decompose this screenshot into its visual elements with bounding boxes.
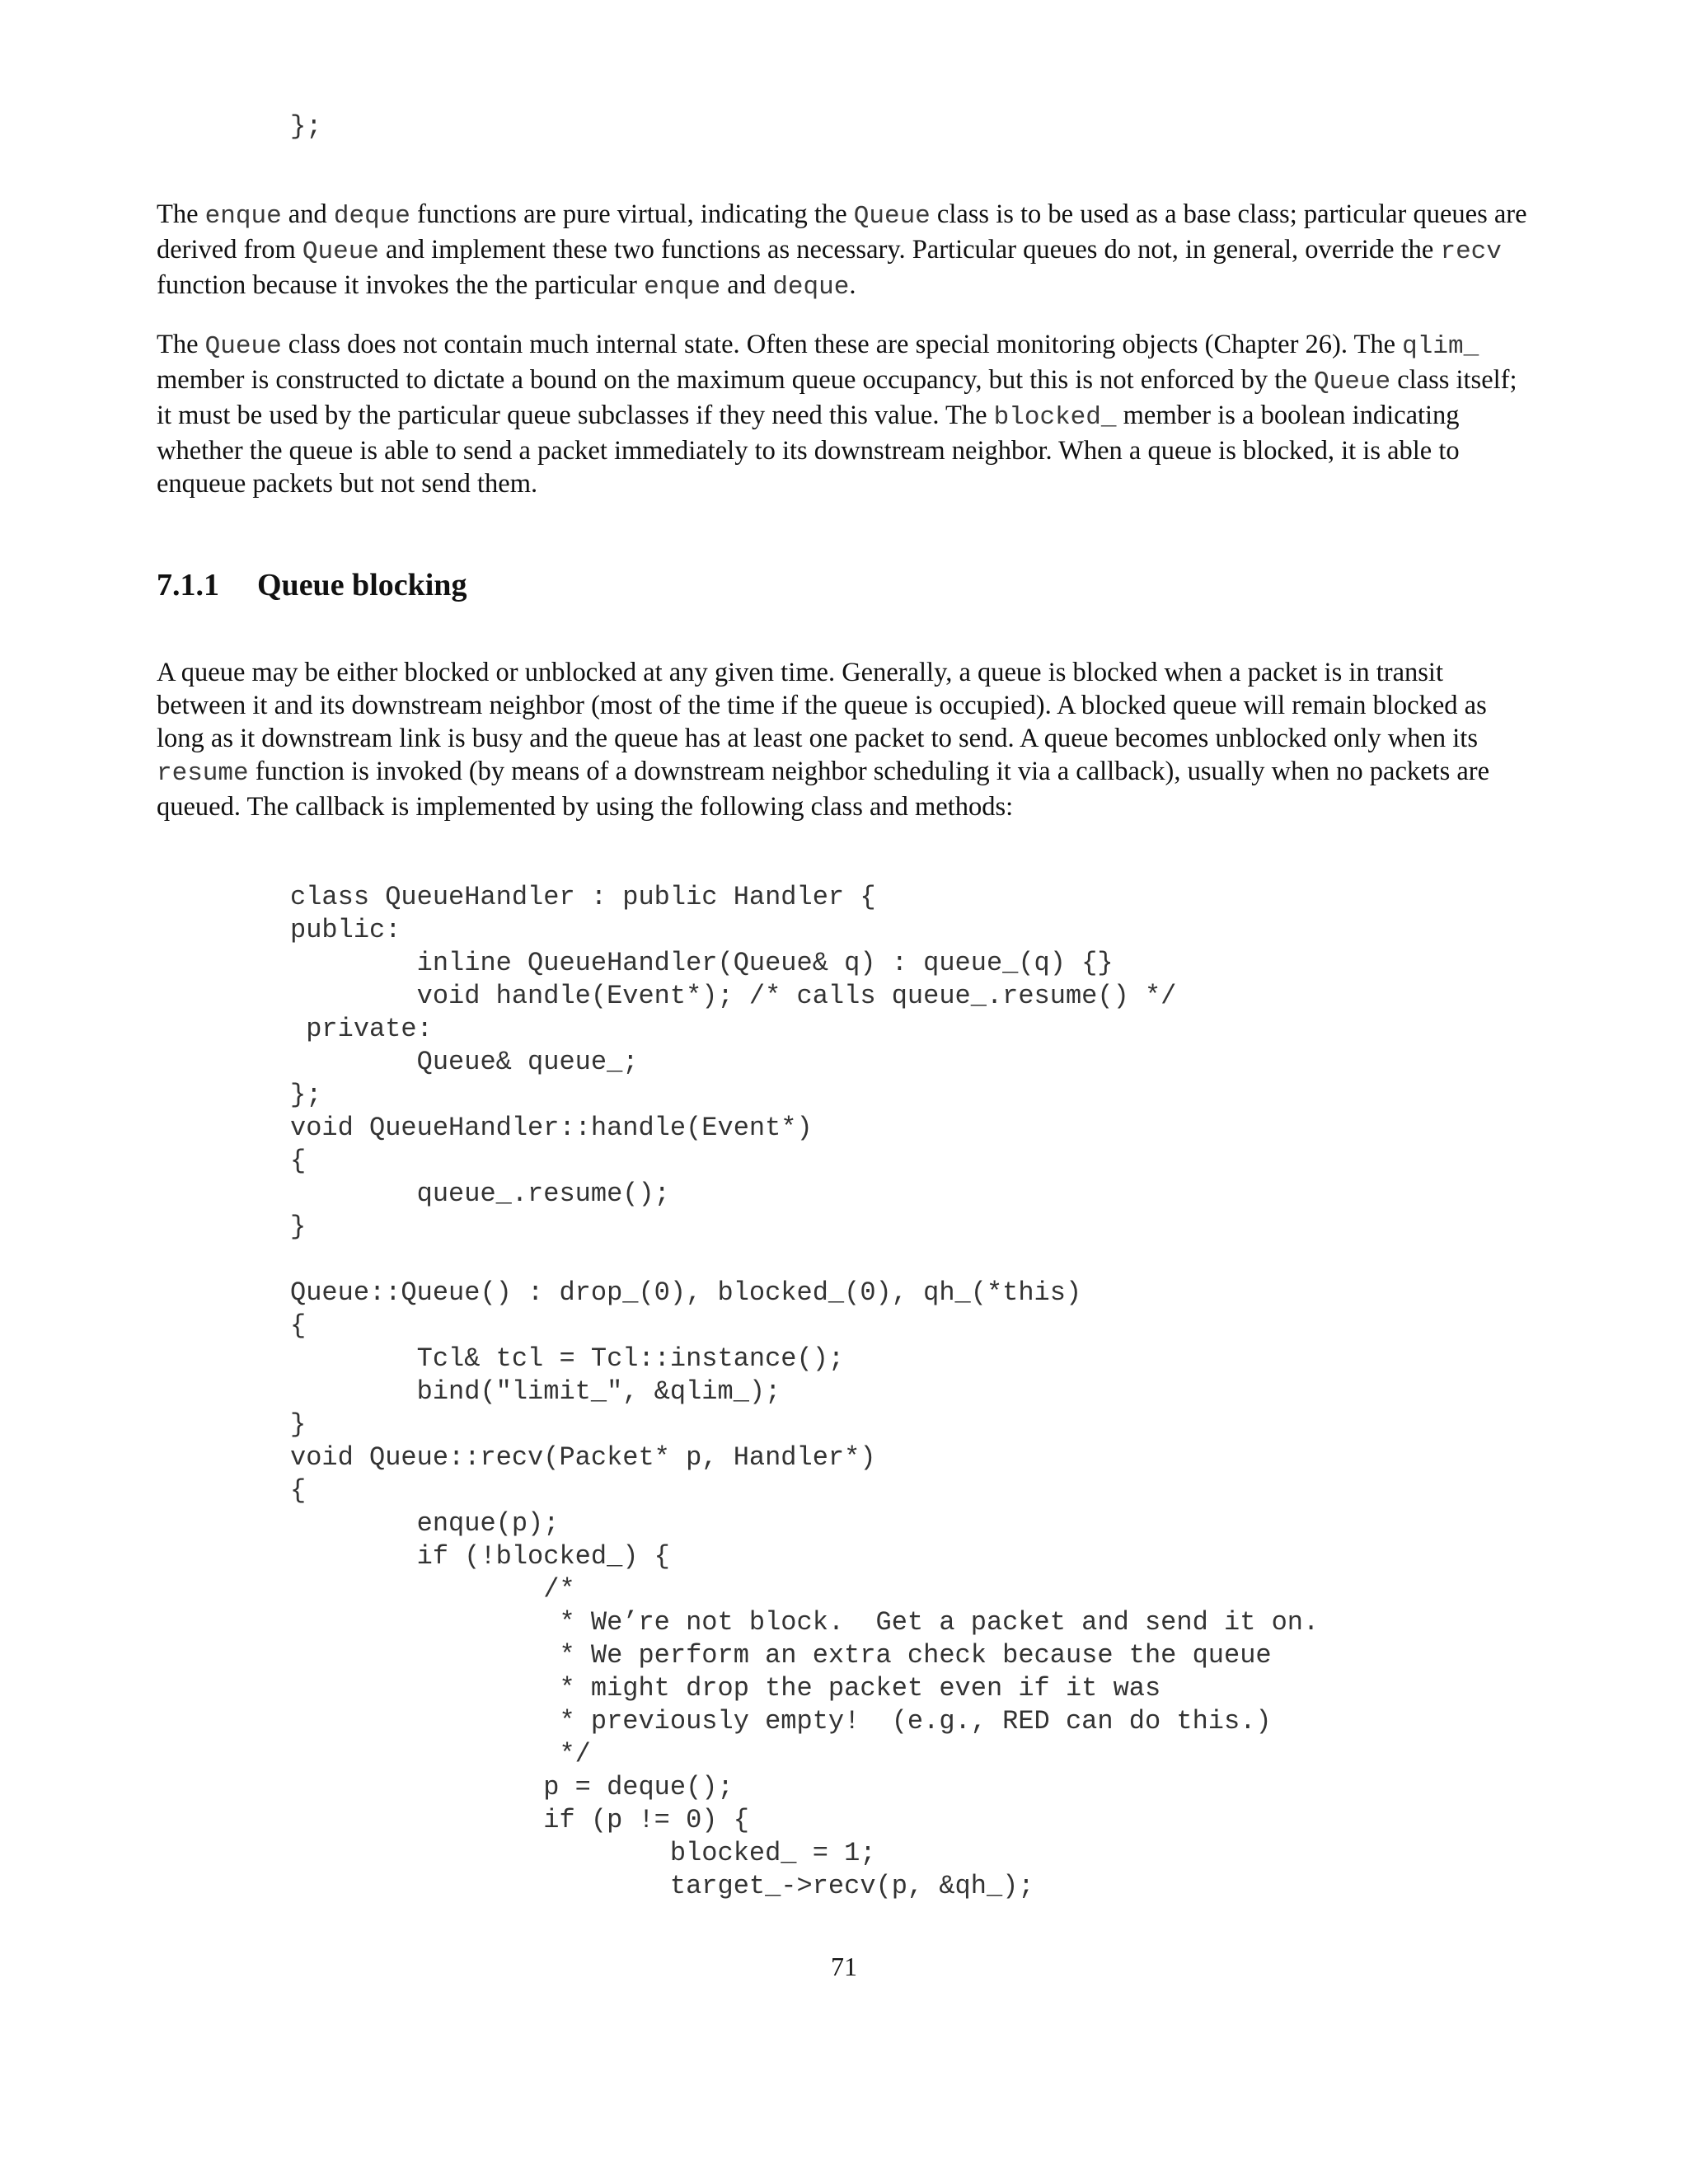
text-run: class is to be used as a base class; particular queues are derived from bbox=[157, 199, 1527, 265]
inline-code: deque bbox=[333, 202, 410, 231]
code-block-closing: }; bbox=[290, 111, 322, 142]
inline-code: Queue bbox=[1314, 368, 1391, 396]
paragraph-queue-blocking bbox=[157, 656, 1531, 823]
inline-code: Queue bbox=[853, 202, 931, 231]
text-run: class itself; it must be used by the particular queue subclasses if they need this value. The bbox=[157, 365, 1517, 430]
text-run: . bbox=[849, 270, 856, 300]
text-run: class does not contain much internal state. Often these are special monitoring objects (Chapter 26). The bbox=[281, 330, 1403, 359]
text-run: The bbox=[157, 330, 205, 359]
text-run: The bbox=[157, 199, 205, 229]
text-run: functions are pure virtual, indicating the bbox=[410, 199, 854, 229]
page-number: 71 bbox=[831, 1952, 857, 1981]
text-run: member is constructed to dictate a bound on the maximum queue occupancy, but this is not enforced by the bbox=[157, 365, 1315, 395]
inline-code: blocked_ bbox=[993, 403, 1117, 432]
inline-code: qlim_ bbox=[1402, 332, 1479, 361]
text-run: and bbox=[281, 199, 334, 229]
inline-code: Queue bbox=[302, 237, 379, 266]
text-run: and bbox=[720, 270, 773, 300]
inline-code: enque bbox=[204, 202, 282, 231]
inline-code: resume bbox=[157, 759, 249, 788]
section-title: Queue blocking bbox=[257, 568, 467, 602]
code-block-queue-handler: class QueueHandler : public Handler { public: inline QueueHandler(Queue& q) : queue_(q) {} void handle(Event*); /* calls queue_.resume() */ private: Queue& queue_; }; void QueueHandler::handle(Event*) { queue_.resume(); } Queue::Queue() : drop_(0), blocked_(0), qh_(*this) { Tcl& tcl = Tcl::instance(); bind("limit_", &qlim_); } void Queue::recv(Packet* p, Handler*) { enque(p); if (!blocked_) { /* * We’re not block. Get a packet and send it on. * We perform an extra check because the queue * might drop the packet even if it was * previously empty! (e.g., RED can do this.) */ p = deque(); if (p != 0) { blocked_ = 1; target_->recv(p, &qh_); bbox=[290, 882, 1320, 1901]
text-run: function because it invokes the the particular bbox=[157, 270, 645, 300]
text-run: and implement these two functions as necessary. Particular queues do not, in general, override the bbox=[378, 235, 1441, 265]
section-number: 7.1.1 bbox=[157, 568, 219, 602]
text-run: function is invoked (by means of a downstream neighbor scheduling it via a callback), usually when no packets are queued. The callback is implemented by using the following class and methods: bbox=[157, 757, 1490, 822]
inline-code: deque bbox=[772, 273, 850, 302]
text-run: A queue may be either blocked or unblocked at any given time. Generally, a queue is blocked when a packet is in transit between it and its downstream neighbor (most of the time if the queue is occupied). A blocked queue will remain blocked as long as it downstream link is busy and the queue has at least one packet to send. A queue becomes unblocked only when its bbox=[157, 658, 1487, 753]
section-heading bbox=[157, 567, 467, 603]
inline-code: Queue bbox=[204, 332, 282, 361]
paragraph-queue-state bbox=[157, 328, 1531, 500]
text-run: member is a boolean indicating whether the queue is able to send a packet immediately to its downstream neighbor. When a queue is blocked, it is able to enqueue packets but not send them. bbox=[157, 401, 1460, 499]
inline-code: recv bbox=[1440, 237, 1502, 266]
inline-code: enque bbox=[644, 273, 721, 302]
paragraph-enque-deque bbox=[157, 198, 1531, 304]
